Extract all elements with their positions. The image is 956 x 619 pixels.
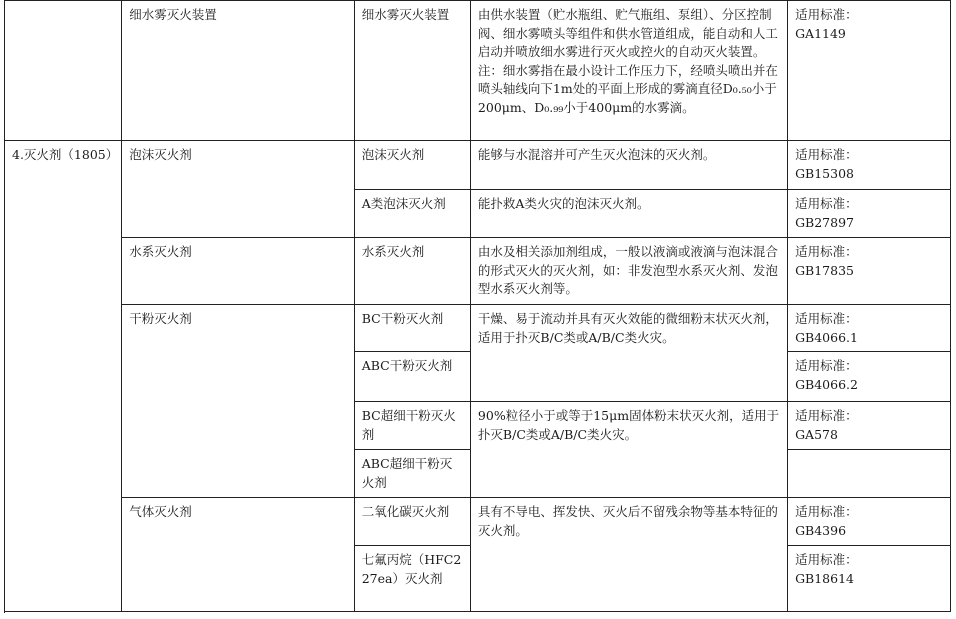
standard-label: 适用标准： bbox=[795, 244, 858, 259]
subcategory-cell: 干粉灭火剂 bbox=[122, 305, 354, 498]
standard-label: 适用标准： bbox=[795, 552, 858, 567]
standard-label: 适用标准： bbox=[795, 147, 858, 162]
standard-code: GB4066.2 bbox=[795, 376, 858, 392]
description-cell: 由水及相关添加剂组成，一般以液滴或液滴与泡沫混合的形式灭火的灭火剂，如：非发泡型水系灭火剂、发泡型水系灭火剂等。 bbox=[470, 238, 787, 305]
standard-cell bbox=[788, 305, 951, 352]
description-cell bbox=[470, 1, 787, 141]
subcategory-cell: 气体灭火剂 bbox=[122, 498, 354, 612]
standard-code: GB4066.1 bbox=[795, 329, 858, 345]
standard-code: GB4396 bbox=[795, 522, 847, 538]
product-cell: 泡沫灭火剂 bbox=[354, 141, 470, 190]
description-cell: 能够与水混溶并可产生灭火泡沫的灭火剂。 bbox=[470, 141, 787, 190]
product-cell: BC超细干粉灭火剂 bbox=[354, 402, 470, 450]
description-cell: 90%粒径小于或等于15μm固体粉末状灭火剂，适用于扑灭B/C类或A/B/C类火灾。 bbox=[470, 402, 787, 498]
table-row bbox=[5, 1, 951, 141]
product-cell: BC干粉灭火剂 bbox=[354, 305, 470, 352]
table-row bbox=[5, 238, 951, 305]
description-cell: 具有不导电、挥发快、灭火后不留残余物等基本特征的灭火剂。 bbox=[470, 498, 787, 612]
standard-cell bbox=[788, 402, 951, 450]
product-cell: 细水雾灭火装置 bbox=[354, 1, 470, 141]
table-row bbox=[5, 305, 951, 352]
standard-code: GA1149 bbox=[795, 25, 846, 41]
category-cell bbox=[5, 1, 122, 141]
standard-cell bbox=[788, 238, 951, 305]
standard-cell bbox=[788, 546, 951, 612]
subcategory-cell: 水系灭火剂 bbox=[122, 238, 354, 305]
product-cell: ABC超细干粉灭火剂 bbox=[354, 450, 470, 498]
standard-label: 适用标准： bbox=[795, 408, 858, 423]
standard-cell bbox=[788, 1, 951, 141]
standard-code: GB18614 bbox=[795, 570, 854, 586]
table-row bbox=[5, 141, 951, 190]
description-cell: 干燥、易于流动并具有灭火效能的微细粉末状灭火剂，适用于扑灭B/C类或A/B/C类火灾。 bbox=[470, 305, 787, 402]
description-note: 注：细水雾指在最小设计工作压力下，经喷头喷出并在喷头轴线向下1m处的平面上形成的雾滴直径D₀.₅₀小于200μm、D₀.₉₉小于400μm的水雾滴。 bbox=[477, 62, 778, 115]
table-row bbox=[5, 498, 951, 546]
subcategory-cell: 细水雾灭火装置 bbox=[122, 1, 354, 141]
group-title-cell: 4.灭火剂（1805） bbox=[5, 141, 122, 612]
standard-label: 适用标准： bbox=[795, 311, 858, 326]
standard-code: GB27897 bbox=[795, 214, 854, 230]
extinguishing-agents-table bbox=[4, 0, 951, 612]
standard-label: 适用标准： bbox=[795, 358, 858, 373]
description-cell: 能扑救A类火灾的泡沫灭火剂。 bbox=[470, 190, 787, 238]
product-cell: 二氧化碳灭火剂 bbox=[354, 498, 470, 546]
product-cell: A类泡沫灭火剂 bbox=[354, 190, 470, 238]
product-cell: ABC干粉灭火剂 bbox=[354, 352, 470, 402]
product-cell: 水系灭火剂 bbox=[354, 238, 470, 305]
standard-label: 适用标准： bbox=[795, 7, 858, 22]
standard-label: 适用标准： bbox=[795, 504, 858, 519]
standard-code: GA578 bbox=[795, 426, 838, 442]
standard-cell bbox=[788, 190, 951, 238]
standard-label: 适用标准： bbox=[795, 196, 858, 211]
product-cell: 七氟丙烷（HFC227ea）灭火剂 bbox=[354, 546, 470, 612]
standard-cell bbox=[788, 498, 951, 546]
description-text: 由供水装置（贮水瓶组、贮气瓶组、泵组）、分区控制阀、细水雾喷头等组件和供水管道组成，能自动和人工启动并喷放细水雾进行灭火或控火的自动灭火装置。 bbox=[477, 7, 778, 59]
subcategory-cell: 泡沫灭火剂 bbox=[122, 141, 354, 238]
standard-code: GB15308 bbox=[795, 165, 854, 181]
standard-cell bbox=[788, 352, 951, 402]
standard-code: GB17835 bbox=[795, 262, 854, 278]
standard-cell bbox=[788, 141, 951, 190]
standard-cell bbox=[788, 450, 951, 498]
